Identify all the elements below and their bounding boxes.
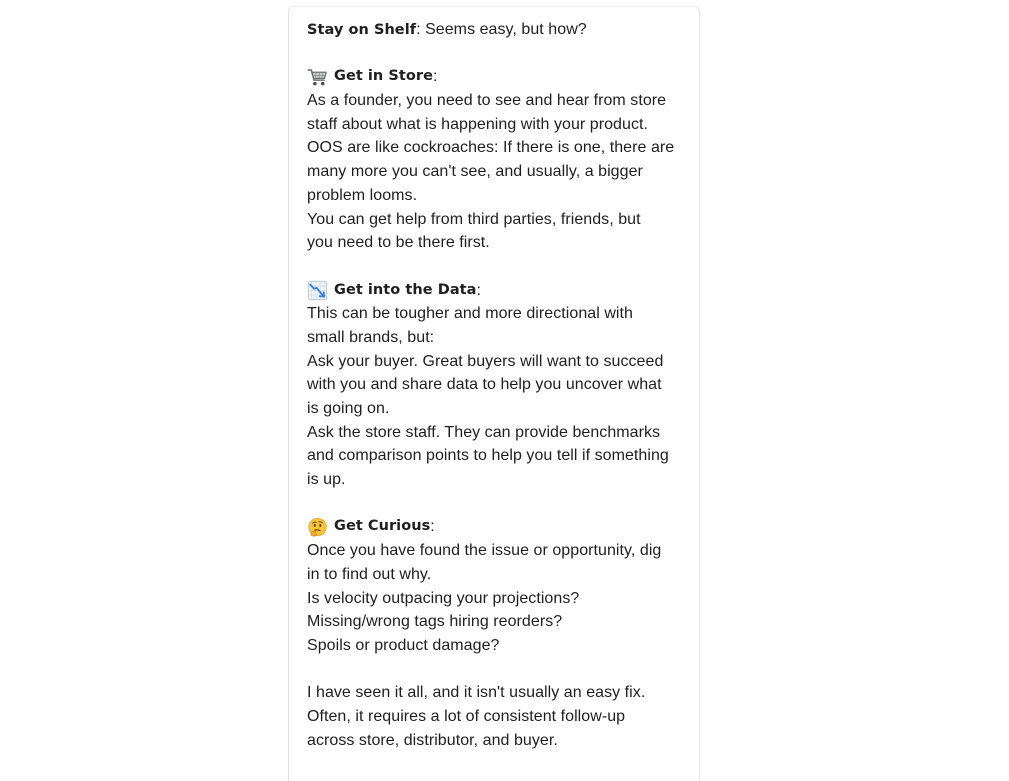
body-line: and comparison points to help you tell if something — [307, 447, 669, 465]
body-line: As a founder, you need to see and hear from store — [307, 92, 667, 110]
thinking-face-icon — [307, 517, 328, 538]
body-line: Often, it requires a lot of consistent follow-up — [307, 707, 626, 725]
body-line: across store, distributor, and buyer. — [307, 731, 558, 749]
body-line: you need to be there first. — [307, 234, 490, 252]
spacer — [307, 658, 687, 682]
body-line: in to find out why. — [307, 565, 432, 583]
intro-text: : Seems easy, but how? — [416, 21, 587, 38]
body-line: Once you have found the issue or opportunity, dig — [307, 542, 662, 560]
body-line: many more you can't see, and usually, a bigger — [307, 163, 643, 181]
section-store-title: Get in Store — [334, 68, 433, 85]
body-line: OOS are like cockroaches: If there is one, there are — [307, 139, 675, 157]
section-heading-curious — [307, 515, 687, 539]
body-line: is going on. — [307, 400, 390, 417]
body-line: small brands, but: — [307, 328, 435, 346]
body-line: with you and share data to help you uncover what — [307, 376, 662, 394]
post-body — [307, 18, 687, 752]
shopping-cart-icon — [307, 67, 328, 88]
spacer — [307, 255, 687, 279]
body-line: This can be tougher and more directional with — [307, 305, 633, 323]
intro-line — [307, 18, 687, 42]
body-line: You can get help from third parties, friends, but — [307, 210, 641, 228]
body-line: is up. — [307, 471, 346, 489]
body-line: Ask the store staff. They can provide benchmarks — [307, 423, 661, 441]
section-heading-data — [307, 279, 687, 303]
intro-bold: Stay on Shelf — [307, 22, 417, 38]
spacer — [307, 492, 687, 516]
chart-decreasing-icon — [307, 280, 328, 301]
body-line: problem looms. — [307, 186, 418, 204]
section-data-colon: : — [476, 281, 481, 299]
section-store-colon: : — [432, 68, 438, 86]
spacer — [307, 42, 687, 66]
body-line: Spoils or product damage? — [307, 636, 500, 654]
section-curious-colon: : — [430, 518, 435, 536]
body-line: Missing/wrong tags hiring reorders? — [307, 613, 563, 631]
section-heading-store — [307, 65, 687, 89]
body-line: Is velocity outpacing your projections? — [307, 589, 580, 607]
body-line: staff about what is happening with your product. — [307, 115, 648, 133]
body-line: Ask your buyer. Great buyers will want to succeed — [307, 352, 664, 370]
body-line: I have seen it all, and it isn't usually an easy fix. — [307, 684, 646, 702]
section-data-title: Get into the Data — [334, 281, 477, 298]
post-card — [288, 6, 700, 781]
section-curious-title: Get Curious — [334, 518, 431, 535]
